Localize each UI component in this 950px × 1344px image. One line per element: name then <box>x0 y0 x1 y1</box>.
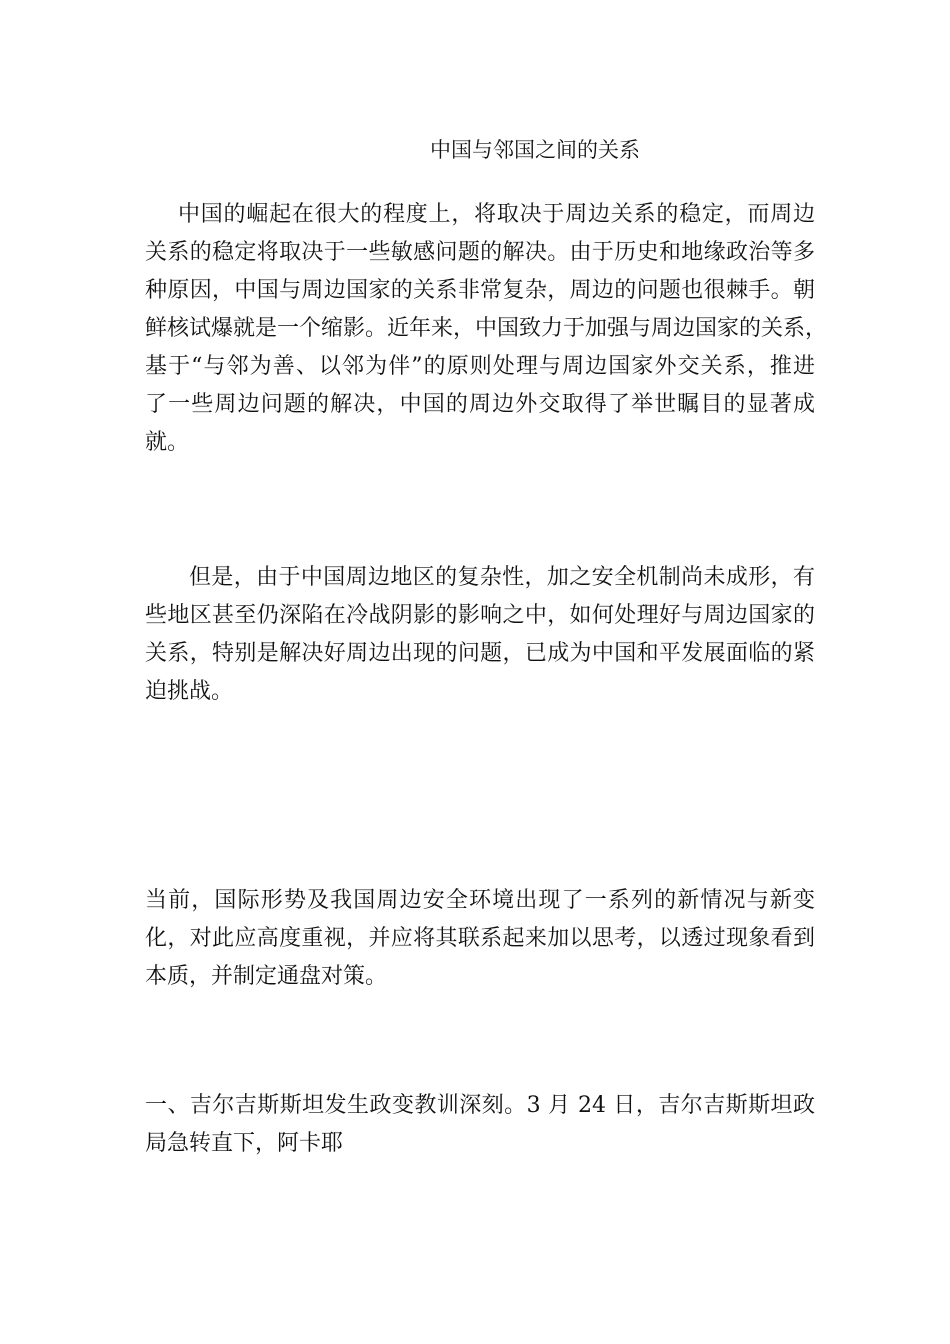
paragraph-line: 当前，国际形势及我国周边安全环境出现了一系列的新情况与新变 <box>145 888 815 913</box>
paragraph-line: 了一些周边问题的解决，中国的周边外交取得了举世瞩目的显著成 <box>145 392 815 417</box>
paragraph-2 <box>145 559 815 711</box>
paragraph-3 <box>145 882 815 996</box>
paragraph-1 <box>145 196 828 462</box>
paragraph-line: 基于“与邻为善、以邻为伴”的原则处理与周边国家外交关系，推进 <box>145 354 815 379</box>
paragraph-line: 一、吉尔吉斯斯坦发生政变教训深刻。3 月 24 日，吉尔吉斯斯坦政 <box>145 1093 815 1118</box>
paragraph-line: 关系，特别是解决好周边出现的问题，已成为中国和平发展面临的紧 <box>145 641 815 666</box>
paragraph-line: 种原因，中国与周边国家的关系非常复杂，周边的问题也很棘手。朝 <box>145 278 815 303</box>
paragraph-line: 迫挑战。 <box>145 679 234 704</box>
paragraph-line: 关系的稳定将取决于一些敏感问题的解决。由于历史和地缘政治等多 <box>145 240 815 265</box>
paragraph-line: 中国的崛起在很大的程度上，将取决于周边关系的稳定，而周边 <box>178 202 815 227</box>
paragraph-line: 化，对此应高度重视，并应将其联系起来加以思考，以透过现象看到 <box>145 926 815 951</box>
paragraph-line: 些地区甚至仍深陷在冷战阴影的影响之中，如何处理好与周边国家的 <box>145 603 815 628</box>
paragraph-line: 就。 <box>145 430 190 455</box>
paragraph-line: 但是，由于中国周边地区的复杂性，加之安全机制尚未成形，有 <box>189 565 815 590</box>
paragraph-4 <box>145 1087 815 1163</box>
paragraph-line: 局急转直下，阿卡耶 <box>145 1131 344 1156</box>
paragraph-line: 本质，并制定通盘对策。 <box>145 964 388 989</box>
document-title: 中国与邻国之间的关系 <box>430 138 640 162</box>
paragraph-line: 鲜核试爆就是一个缩影。近年来，中国致力于加强与周边国家的关系， <box>145 316 828 341</box>
